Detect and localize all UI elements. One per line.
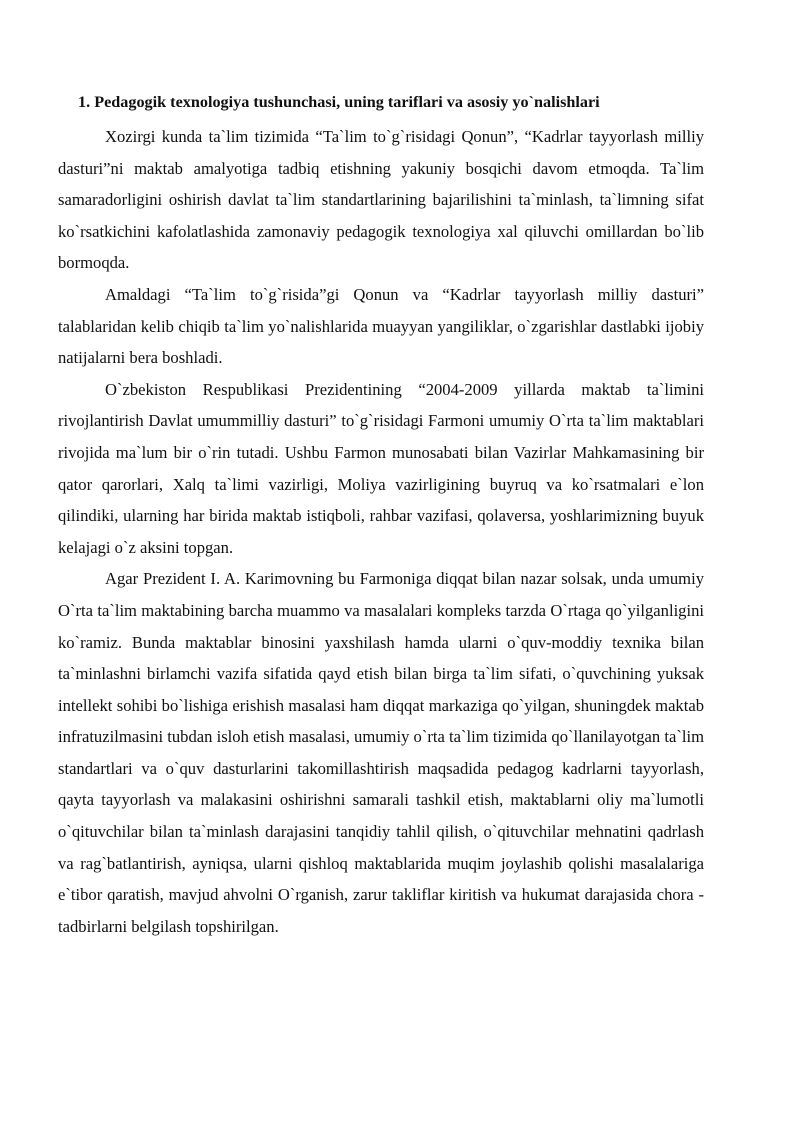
document-body xyxy=(58,121,704,942)
section-heading: 1. Pedagogik texnologiya tushunchasi, uning tariflari va asosiy yo`nalishlari xyxy=(78,93,600,111)
paragraph-law-requirements: Amaldagi “Ta`lim to`g`risida”gi Qonun va “Kadrlar tayyorlash milliy dasturi” talablaridan kelib chiqib ta`lim yo`nalishlarida muayyan yangiliklar, o`zgarishlar dastlabki ijobiy natijalarni bera boshladi. xyxy=(58,284,704,368)
paragraph-intro: Xozirgi kunda ta`lim tizimida “Ta`lim to`g`risidagi Qonun”, “Kadrlar tayyorlash milliy dasturi”ni maktab amalyotiga tadbiq etishning yakuniy bosqichi davom etmoqda. Ta`lim samaradorligini oshirish davlat ta`lim standartlarining bajarilishini ta`minlash, ta`limning sifat ko`rsatkichini kafolatlashida zamonaviy pedagogik texnologiya xal qiluvchi omillardan bo`lib bormoqda. xyxy=(58,127,704,273)
paragraph-decree-analysis: Agar Prezident I. A. Karimovning bu Farmoniga diqqat bilan nazar solsak, unda umumiy O`rta ta`lim maktabining barcha muammo va masalalari kompleks tarzda O`rtaga qo`yilganligini ko`ramiz. Bunda maktablar binosini yaxshilash hamda ularni o`quv-moddiy texnika bilan ta`minlashni birlamchi vazifa sifatida qayd etish bilan birga ta`lim sifati, o`quvchining yuksak intellekt sohibi bo`lishiga erishish masalasi ham diqqat markaziga qo`yilgan, shuningdek maktab infratuzilmasini tubdan isloh etish masalasi, umumiy o`rta ta`lim tizimida qo`llanilayotgan ta`lim standartlari va o`quv dasturlarini takomillashtirish maqsadida pedagog kadrlarni tayyorlash, qayta tayyorlash va malakasini oshirishni samarali tashkil etish, maktablarni oliy ma`lumotli o`qituvchilar bilan ta`minlash darajasini tanqidiy tahlil qilish, o`qituvchilar mehnatini qadrlash va rag`batlantirish, ayniqsa, ularni qishloq maktablarida muqim joylashib qolishi masalalariga e`tibor qaratish, mavjud ahvolni O`rganish, zarur takliflar kiritish va hukumat darajasida chora - tadbirlarni belgilash topshirilgan. xyxy=(58,569,704,936)
paragraph-presidential-decree: O`zbekiston Respublikasi Prezidentining “2004-2009 yillarda maktab ta`limini rivojlantirish Davlat umummilliy dasturi” to`g`risidagi Farmoni umumiy O`rta ta`lim maktablari rivojida ma`lum bir o`rin tutadi. Ushbu Farmon munosabati bilan Vazirlar Mahkamasining bir qator qarorlari, Xalq ta`limi vazirligi, Moliya vazirligining buyruq va ko`rsatmalari e`lon qilindiki, ularning har birida maktab istiqboli, rahbar vazifasi, qolaversa, yoshlarimizning buyuk kelajagi o`z aksini topgan. xyxy=(58,379,704,557)
